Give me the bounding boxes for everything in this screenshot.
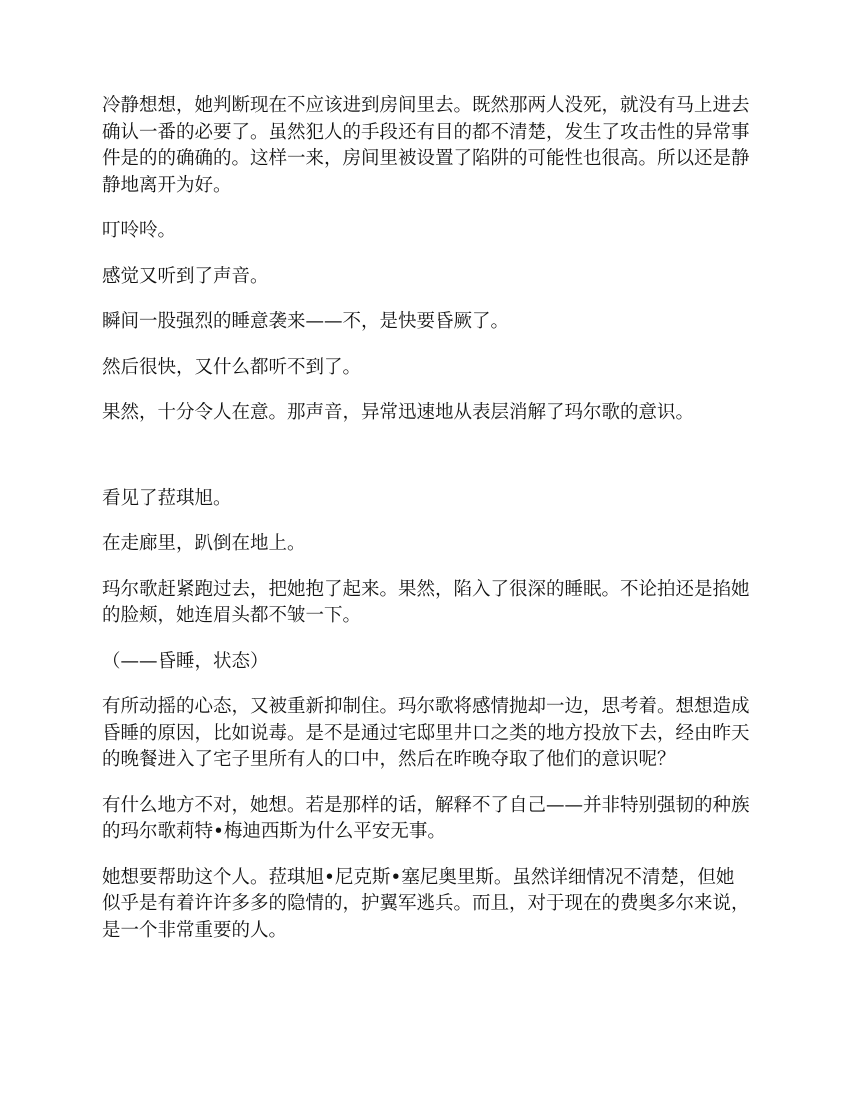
paragraph: 玛尔歌赶紧跑过去，把她抱了起来。果然，陷入了很深的睡眠。不论拍还是掐她的脸颊，她连眉头都不皱一下。 [102,578,750,626]
paragraph: 有所动摇的心态，又被重新抑制住。玛尔歌将感情抛却一边，思考着。想想造成昏睡的原因，比如说毒。是不是通过宅邸里井口之类的地方投放下去，经由昨天的晚餐进入了宅子里所有人的口中，然后在昨晚夺取了他们的意识呢？ [102,696,750,770]
paragraph: 果然，十分令人在意。那声音，异常迅速地从表层消解了玛尔歌的意识。 [102,402,695,423]
paragraph: （——昏睡，状态） [102,650,269,672]
paragraph: 有什么地方不对，她想。若是那样的话，解释不了自己——并非特别强韧的种族的玛尔歌莉特•梅迪西斯为什么平安无事。 [102,794,750,842]
section-break [102,446,752,486]
paragraph: 她想要帮助这个人。菈琪旭•尼克斯•塞尼奥里斯。虽然详细情况不清楚，但她似乎是有着许许多多的隐情的，护翼军逃兵。而且，对于现在的费奥多尔来说，是一个非常重要的人。 [102,866,750,941]
paragraph: 然后很快，又什么都听不到了。 [102,356,362,378]
document-body [102,93,752,963]
paragraph: 看见了菈琪旭。 [102,487,232,509]
paragraph: 冷静想想，她判断现在不应该进到房间里去。既然那两人没死，就没有马上进去确认一番的必要了。虽然犯人的手段还有目的都不清楚，发生了攻击性的异常事件是的的确确的。这样一来，房间里被设置了陷阱的可能性也很高。所以还是静静地离开为好。 [102,95,750,196]
paragraph: 在走廊里，趴倒在地上。 [102,533,306,554]
paragraph: 感觉又听到了声音。 [102,265,269,287]
paragraph: 瞬间一股强烈的睡意袭来——不，是快要昏厥了。 [102,311,510,332]
paragraph: 叮呤呤。 [102,220,177,241]
